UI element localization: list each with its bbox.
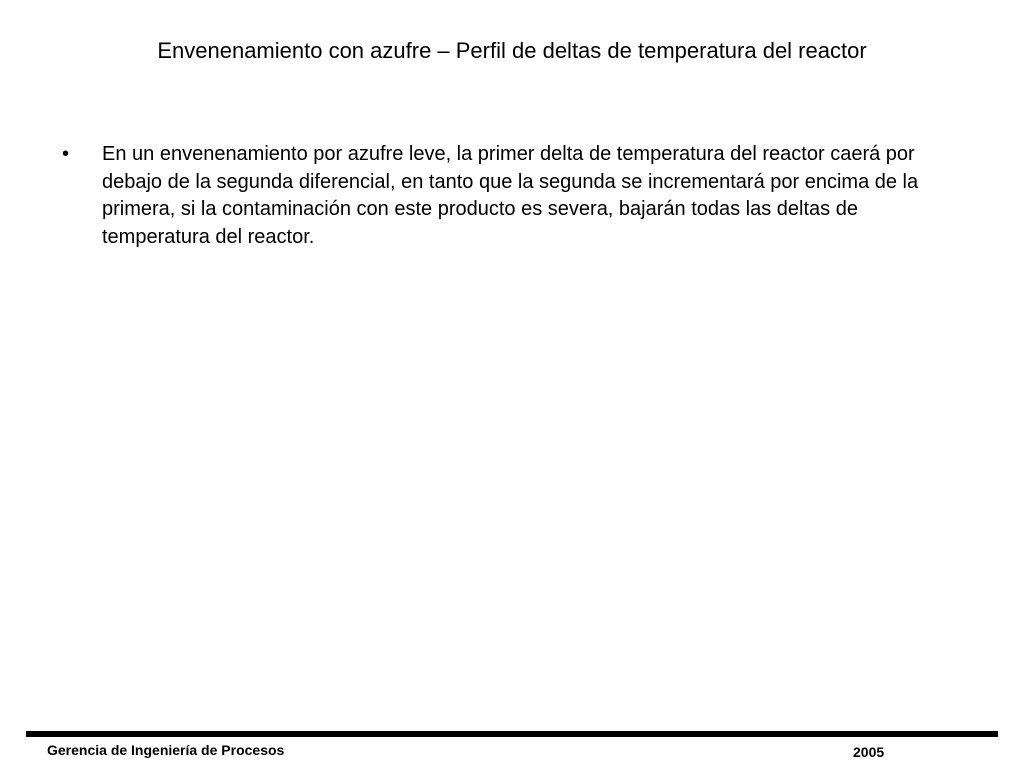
bullet-list xyxy=(58,141,958,251)
bullet-item xyxy=(58,141,958,251)
bullet-text: En un envenenamiento por azufre leve, la primer delta de temperatura del reactor caerá por debajo de la segunda diferencial, en tanto que la segunda se incrementará por encima de la primera, si la contaminación con este producto es severa, bajarán todas las deltas de temperatura del reactor. xyxy=(102,143,919,248)
bullet-marker: • xyxy=(62,143,70,165)
footer-organization: Gerencia de Ingeniería de Procesos xyxy=(47,742,285,758)
footer-divider xyxy=(26,731,998,737)
footer-year: 2005 xyxy=(853,744,885,760)
slide-title: Envenenamiento con azufre – Perfil de deltas de temperatura del reactor xyxy=(157,38,867,63)
